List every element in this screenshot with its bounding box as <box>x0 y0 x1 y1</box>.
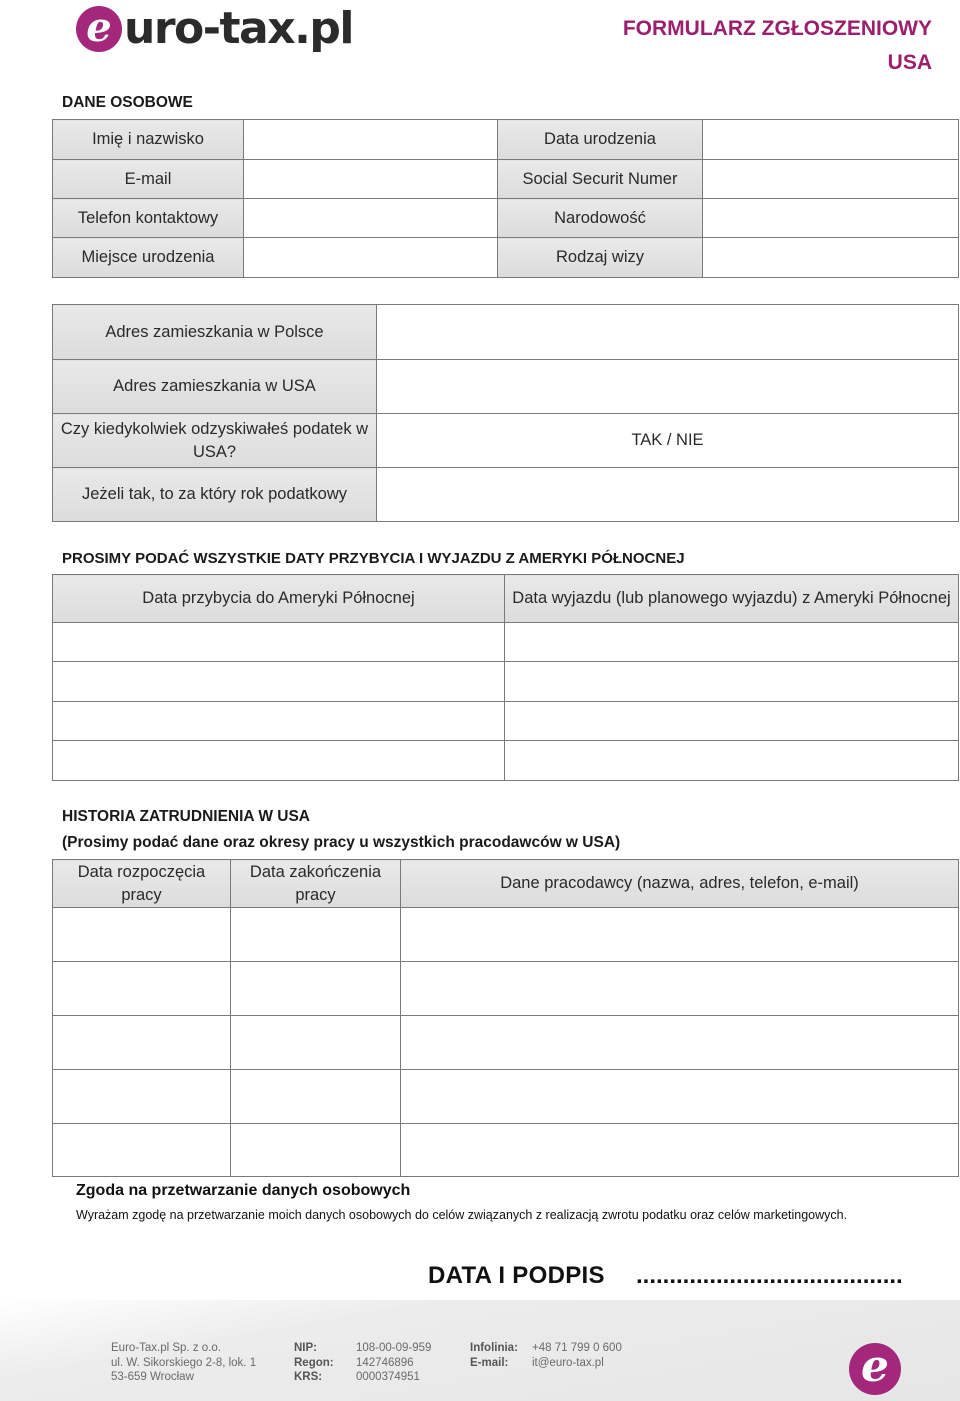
visa-type-label: Rodzaj wizy <box>498 238 703 278</box>
nip-value: 108-00-09-959 <box>356 1342 432 1354</box>
form-country: USA <box>887 51 932 74</box>
brand-logo <box>76 2 353 56</box>
start-date-field[interactable] <box>53 908 231 962</box>
tax-year-field[interactable] <box>377 468 959 522</box>
footer-logo-e-icon: e <box>849 1343 901 1395</box>
start-date-field[interactable] <box>53 962 231 1016</box>
departure-date-field[interactable] <box>505 702 959 741</box>
employer-field[interactable] <box>401 1070 959 1124</box>
email-label: E-mail <box>53 160 244 199</box>
hotline-value[interactable]: +48 71 799 0 600 <box>532 1342 622 1354</box>
end-date-header: Data zakończenia pracy <box>231 860 401 908</box>
email-label: E-mail: <box>470 1356 509 1369</box>
form-title: FORMULARZ ZGŁOSZENIOWY <box>622 17 932 40</box>
end-date-field[interactable] <box>231 1070 401 1124</box>
table-row <box>53 702 959 741</box>
phone-field[interactable] <box>244 199 498 238</box>
table-row <box>53 1070 959 1124</box>
krs-value: 0000374951 <box>356 1371 420 1383</box>
table-row <box>53 1016 959 1070</box>
footer-id-labels <box>294 1341 334 1385</box>
employer-field[interactable] <box>401 1124 959 1177</box>
arrival-date-field[interactable] <box>53 662 505 702</box>
table-row <box>53 120 959 160</box>
table-row <box>53 962 959 1016</box>
footer-company <box>111 1341 256 1385</box>
refund-question-label: Czy kiedykolwiek odzyskiwałeś podatek w USA? <box>53 414 377 468</box>
nationality-label: Narodowość <box>498 199 703 238</box>
phone-label: Telefon kontaktowy <box>53 199 244 238</box>
birth-date-field[interactable] <box>703 120 959 160</box>
table-row <box>53 908 959 962</box>
departure-date-field[interactable] <box>505 662 959 702</box>
arrival-date-field[interactable] <box>53 623 505 662</box>
departure-date-field[interactable] <box>505 741 959 781</box>
company-name: Euro-Tax.pl Sp. z o.o. <box>111 1342 221 1354</box>
employer-field[interactable] <box>401 962 959 1016</box>
visa-type-field[interactable] <box>703 238 959 278</box>
table-row <box>53 414 959 468</box>
table-row <box>53 360 959 414</box>
birthplace-label: Miejsce urodzenia <box>53 238 244 278</box>
table-row <box>53 1124 959 1177</box>
arrival-date-field[interactable] <box>53 702 505 741</box>
end-date-field[interactable] <box>231 1124 401 1177</box>
ssn-label: Social Securit Numer <box>498 160 703 199</box>
table-row <box>53 199 959 238</box>
end-date-field[interactable] <box>231 1016 401 1070</box>
start-date-field[interactable] <box>53 1124 231 1177</box>
signature-label: DATA I PODPIS <box>428 1262 605 1289</box>
krs-label: KRS: <box>294 1371 323 1383</box>
employment-table <box>52 859 959 1177</box>
table-row <box>53 575 959 623</box>
email-field[interactable] <box>244 160 498 199</box>
table-row <box>53 662 959 702</box>
table-row <box>53 623 959 662</box>
employer-field[interactable] <box>401 1016 959 1070</box>
employment-subheading: (Prosimy podać dane oraz okresy pracy u wszystkich pracodawców w USA) <box>62 834 621 851</box>
employer-field[interactable] <box>401 908 959 962</box>
address-poland-label: Adres zamieszkania w Polsce <box>53 305 377 360</box>
departure-date-header: Data wyjazdu (lub planowego wyjazdu) z Ameryki Północnej <box>505 575 959 623</box>
name-label: Imię i nazwisko <box>53 120 244 160</box>
address-usa-label: Adres zamieszkania w USA <box>53 360 377 414</box>
address-usa-field[interactable] <box>377 360 959 414</box>
personal-heading: DANE OSOBOWE <box>62 94 193 111</box>
refund-answer-field[interactable]: TAK / NIE <box>377 414 959 468</box>
birth-date-label: Data urodzenia <box>498 120 703 160</box>
employer-header: Dane pracodawcy (nazwa, adres, telefon, e-mail) <box>401 860 959 908</box>
nip-label: NIP: <box>294 1342 317 1354</box>
personal-table <box>52 119 959 278</box>
travel-table <box>52 574 959 781</box>
logo-text: uro-tax.pl <box>124 3 353 54</box>
footer-contact-labels <box>470 1341 518 1370</box>
table-row <box>53 305 959 360</box>
hotline-label: Infolinia: <box>470 1342 518 1354</box>
arrival-date-header: Data przybycia do Ameryki Północnej <box>53 575 505 623</box>
logo-e-icon: e <box>76 6 122 52</box>
table-row <box>53 160 959 199</box>
form-title-block <box>623 12 932 80</box>
table-row <box>53 238 959 278</box>
consent-title: Zgoda na przetwarzanie danych osobowych <box>76 1182 411 1199</box>
name-field[interactable] <box>244 120 498 160</box>
arrival-date-field[interactable] <box>53 741 505 781</box>
travel-heading: PROSIMY PODAĆ WSZYSTKIE DATY PRZYBYCIA I WYJAZDU Z AMERYKI PÓŁNOCNEJ <box>62 550 685 567</box>
regon-label: Regon: <box>294 1356 334 1369</box>
footer-id-values <box>356 1341 431 1385</box>
address-table <box>52 304 959 522</box>
birthplace-field[interactable] <box>244 238 498 278</box>
address-poland-field[interactable] <box>377 305 959 360</box>
email-value[interactable]: it@euro-tax.pl <box>532 1356 604 1369</box>
company-city: 53-659 Wrocław <box>111 1371 194 1383</box>
nationality-field[interactable] <box>703 199 959 238</box>
consent-text: Wyrażam zgodę na przetwarzanie moich danych osobowych do celów związanych z realizacją zwrotu podatku oraz celów marketingowych. <box>76 1208 848 1222</box>
table-row <box>53 468 959 522</box>
footer-contact-values <box>532 1341 622 1370</box>
table-row <box>53 860 959 908</box>
regon-value: 142746896 <box>356 1356 414 1369</box>
start-date-field[interactable] <box>53 1070 231 1124</box>
departure-date-field[interactable] <box>505 623 959 662</box>
tax-year-label: Jeżeli tak, to za który rok podatkowy <box>53 468 377 522</box>
employment-heading: HISTORIA ZATRUDNIENIA W USA <box>62 808 310 825</box>
ssn-field[interactable] <box>703 160 959 199</box>
table-row <box>53 741 959 781</box>
company-street: ul. W. Sikorskiego 2-8, lok. 1 <box>111 1356 257 1369</box>
end-date-field[interactable] <box>231 908 401 962</box>
start-date-header: Data rozpoczęcia pracy <box>53 860 231 908</box>
signature-line[interactable]: ........................................ <box>636 1262 903 1289</box>
end-date-field[interactable] <box>231 962 401 1016</box>
start-date-field[interactable] <box>53 1016 231 1070</box>
